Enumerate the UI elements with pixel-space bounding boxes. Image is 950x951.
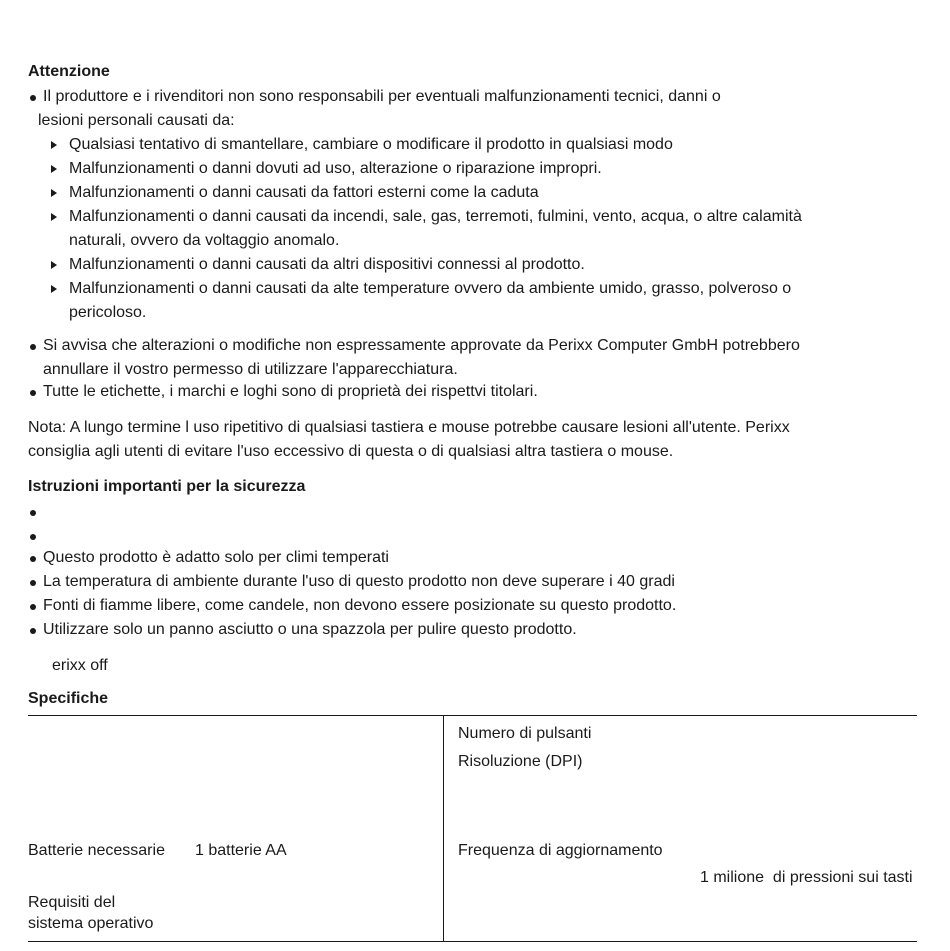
text-fragment: erixx off <box>52 657 108 674</box>
attention-intro-line2: lesioni personali causati da: <box>38 112 235 129</box>
spec-batteries-value: 1 batterie AA <box>195 842 287 859</box>
bullet-dot <box>30 390 36 396</box>
spec-os-label-line1: Requisiti del <box>28 894 116 911</box>
cause-item: Malfunzionamenti o danni causati da alte temperature ovvero da ambiente umido, grasso, polveroso o <box>69 280 792 297</box>
cause-item: Malfunzionamenti o danni dovuti ad uso, alterazione o riparazione impropri. <box>69 160 602 177</box>
attention-intro-line1: Il produttore e i rivenditori non sono responsabili per eventuali malfunzionamenti tecnici, danni o <box>43 88 721 105</box>
bullet-dot <box>30 556 36 562</box>
triangle-bullet-icon <box>51 285 57 293</box>
bullet-dot <box>30 534 36 540</box>
spec-batteries-label: Batterie necessarie <box>28 842 165 859</box>
safety-item: Utilizzare solo un panno asciutto o una spazzola per pulire questo prodotto. <box>43 621 577 638</box>
spec-buttons-label: Numero di pulsanti <box>458 725 592 742</box>
bullet-dot <box>30 628 36 634</box>
safety-heading: Istruzioni importanti per la sicurezza <box>28 478 306 495</box>
cause-item-continuation: naturali, ovvero da voltaggio anomalo. <box>69 232 340 249</box>
bullet-dot <box>30 344 36 350</box>
cause-item: Malfunzionamenti o danni causati da fattori esterni come la caduta <box>69 184 539 201</box>
safety-item: Questo prodotto è adatto solo per climi temperati <box>43 549 389 566</box>
safety-item: Fonti di fiamme libere, come candele, non devono essere posizionate su questo prodotto. <box>43 597 677 614</box>
attention-bullet2-line1: Si avvisa che alterazioni o modifiche non espressamente approvate da Perixx Computer GmbH potrebbero <box>43 337 800 354</box>
spec-resolution-label: Risoluzione (DPI) <box>458 753 583 770</box>
attention-bullet3: Tutte le etichette, i marchi e loghi sono di proprietà dei rispettvi titolari. <box>43 383 538 400</box>
specs-table-top-rule <box>28 715 917 716</box>
triangle-bullet-icon <box>51 141 57 149</box>
specs-table-divider <box>443 715 444 942</box>
bullet-dot <box>30 510 36 516</box>
triangle-bullet-icon <box>51 213 57 221</box>
spec-lifetime-value: 1 milione di pressioni sui tasti <box>700 869 913 886</box>
triangle-bullet-icon <box>51 165 57 173</box>
bullet-dot <box>30 580 36 586</box>
triangle-bullet-icon <box>51 261 57 269</box>
attention-heading: Attenzione <box>28 63 110 80</box>
specs-heading: Specifiche <box>28 690 109 707</box>
cause-item: Malfunzionamenti o danni causati da incendi, sale, gas, terremoti, fulmini, vento, acqua, o altre calamità <box>69 208 802 225</box>
cause-item-continuation: pericoloso. <box>69 304 147 321</box>
spec-os-label-line2: sistema operativo <box>28 915 154 932</box>
triangle-bullet-icon <box>51 189 57 197</box>
safety-item: La temperatura di ambiente durante l'uso di questo prodotto non deve superare i 40 gradi <box>43 573 675 590</box>
cause-item: Malfunzionamenti o danni causati da altri dispositivi connessi al prodotto. <box>69 256 585 273</box>
bullet-dot <box>30 95 36 101</box>
attention-bullet2-line2: annullare il vostro permesso di utilizzare l'apparecchiatura. <box>43 361 458 378</box>
cause-item: Qualsiasi tentativo di smantellare, cambiare o modificare il prodotto in qualsiasi modo <box>69 136 673 153</box>
spec-refresh-label: Frequenza di aggiornamento <box>458 842 663 859</box>
bullet-dot <box>30 604 36 610</box>
specs-table-bottom-rule <box>28 941 917 942</box>
note-line2: consiglia agli utenti di evitare l'uso eccessivo di questa o di qualsiasi altra tastiera o mouse. <box>28 443 674 460</box>
note-line1: Nota: A lungo termine l uso ripetitivo di qualsiasi tastiera e mouse potrebbe causare lesioni all'utente. Perixx <box>28 419 790 436</box>
